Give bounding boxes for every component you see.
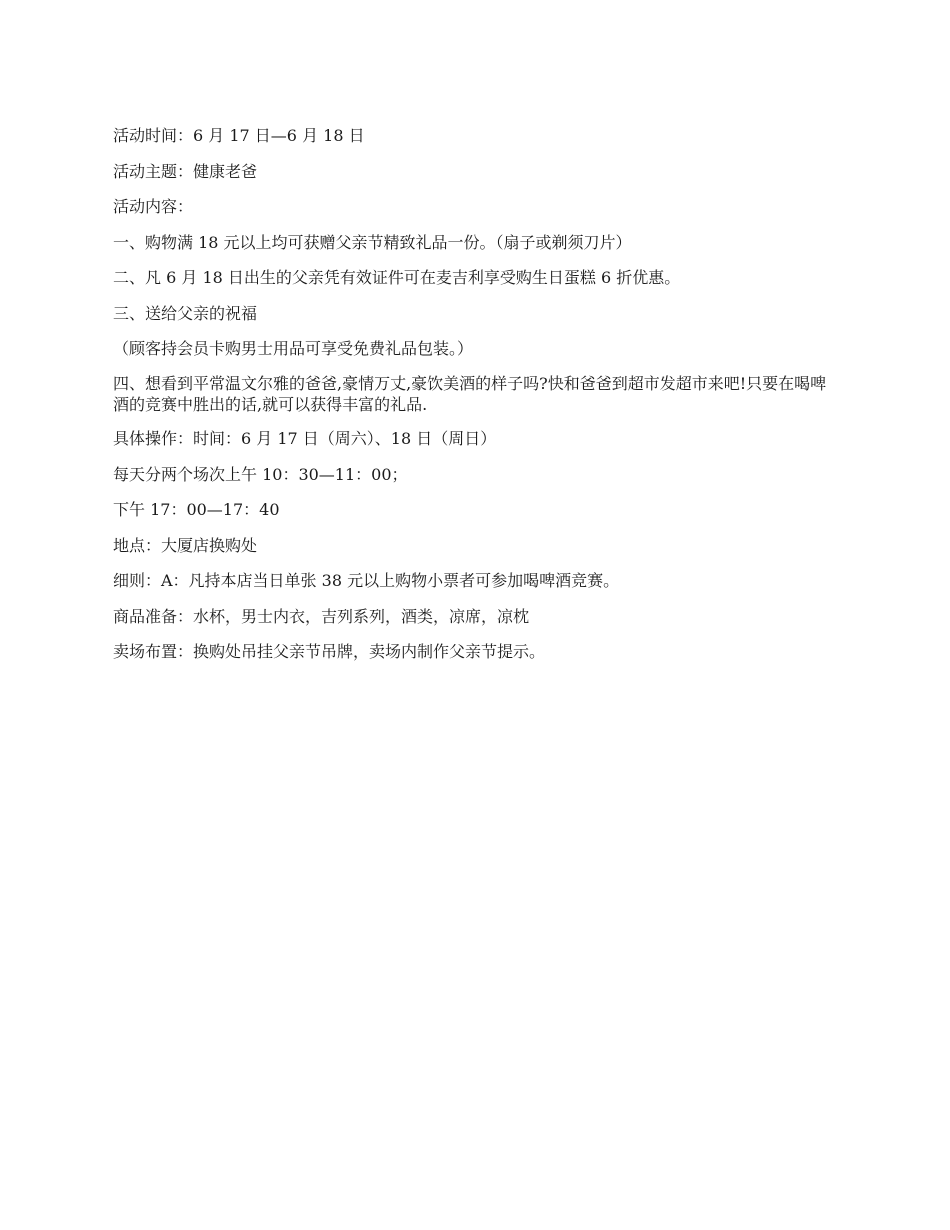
item-three-note: （顾客持会员卡购男士用品可享受免费礼品包装。） (113, 339, 474, 358)
item-four: 四、想看到平常温文尔雅的爸爸,豪情万丈,豪饮美酒的样子吗?快和爸爸到超市发超市来吧!只要在喝啤酒的竞赛中胜出的话,就可以获得丰富的礼品. (113, 373, 827, 414)
afternoon-session: 下午 17：00—17：40 (113, 500, 280, 519)
goods-preparation: 商品准备：水杯，男士内衣，吉列系列，酒类，凉席，凉枕 (113, 606, 530, 626)
operation-time: 具体操作：时间：6 月 17 日（周六）、18 日（周日） (113, 429, 497, 448)
item-three: 三、送给父亲的祝福 (113, 303, 258, 323)
activity-theme: 活动主题：健康老爸 (113, 161, 258, 181)
rules: 细则：A：凡持本店当日单张 38 元以上购物小票者可参加喝啤酒竞赛。 (113, 571, 620, 590)
activity-time: 活动时间：6 月 17 日—6 月 18 日 (113, 126, 365, 145)
morning-session: 每天分两个场次上午 10：30—11：00； (113, 464, 408, 484)
activity-content-heading: 活动内容： (113, 197, 194, 216)
store-layout: 卖场布置：换购处吊挂父亲节吊牌，卖场内制作父亲节提示。 (113, 642, 546, 661)
item-two: 二、凡 6 月 18 日出生的父亲凭有效证件可在麦吉利享受购生日蛋糕 6 折优惠。 (113, 268, 681, 287)
item-one: 一、购物满 18 元以上均可获赠父亲节精致礼品一份。（扇子或剃须刀片） (113, 232, 632, 252)
document-body (113, 124, 828, 676)
location: 地点：大厦店换购处 (113, 535, 258, 555)
